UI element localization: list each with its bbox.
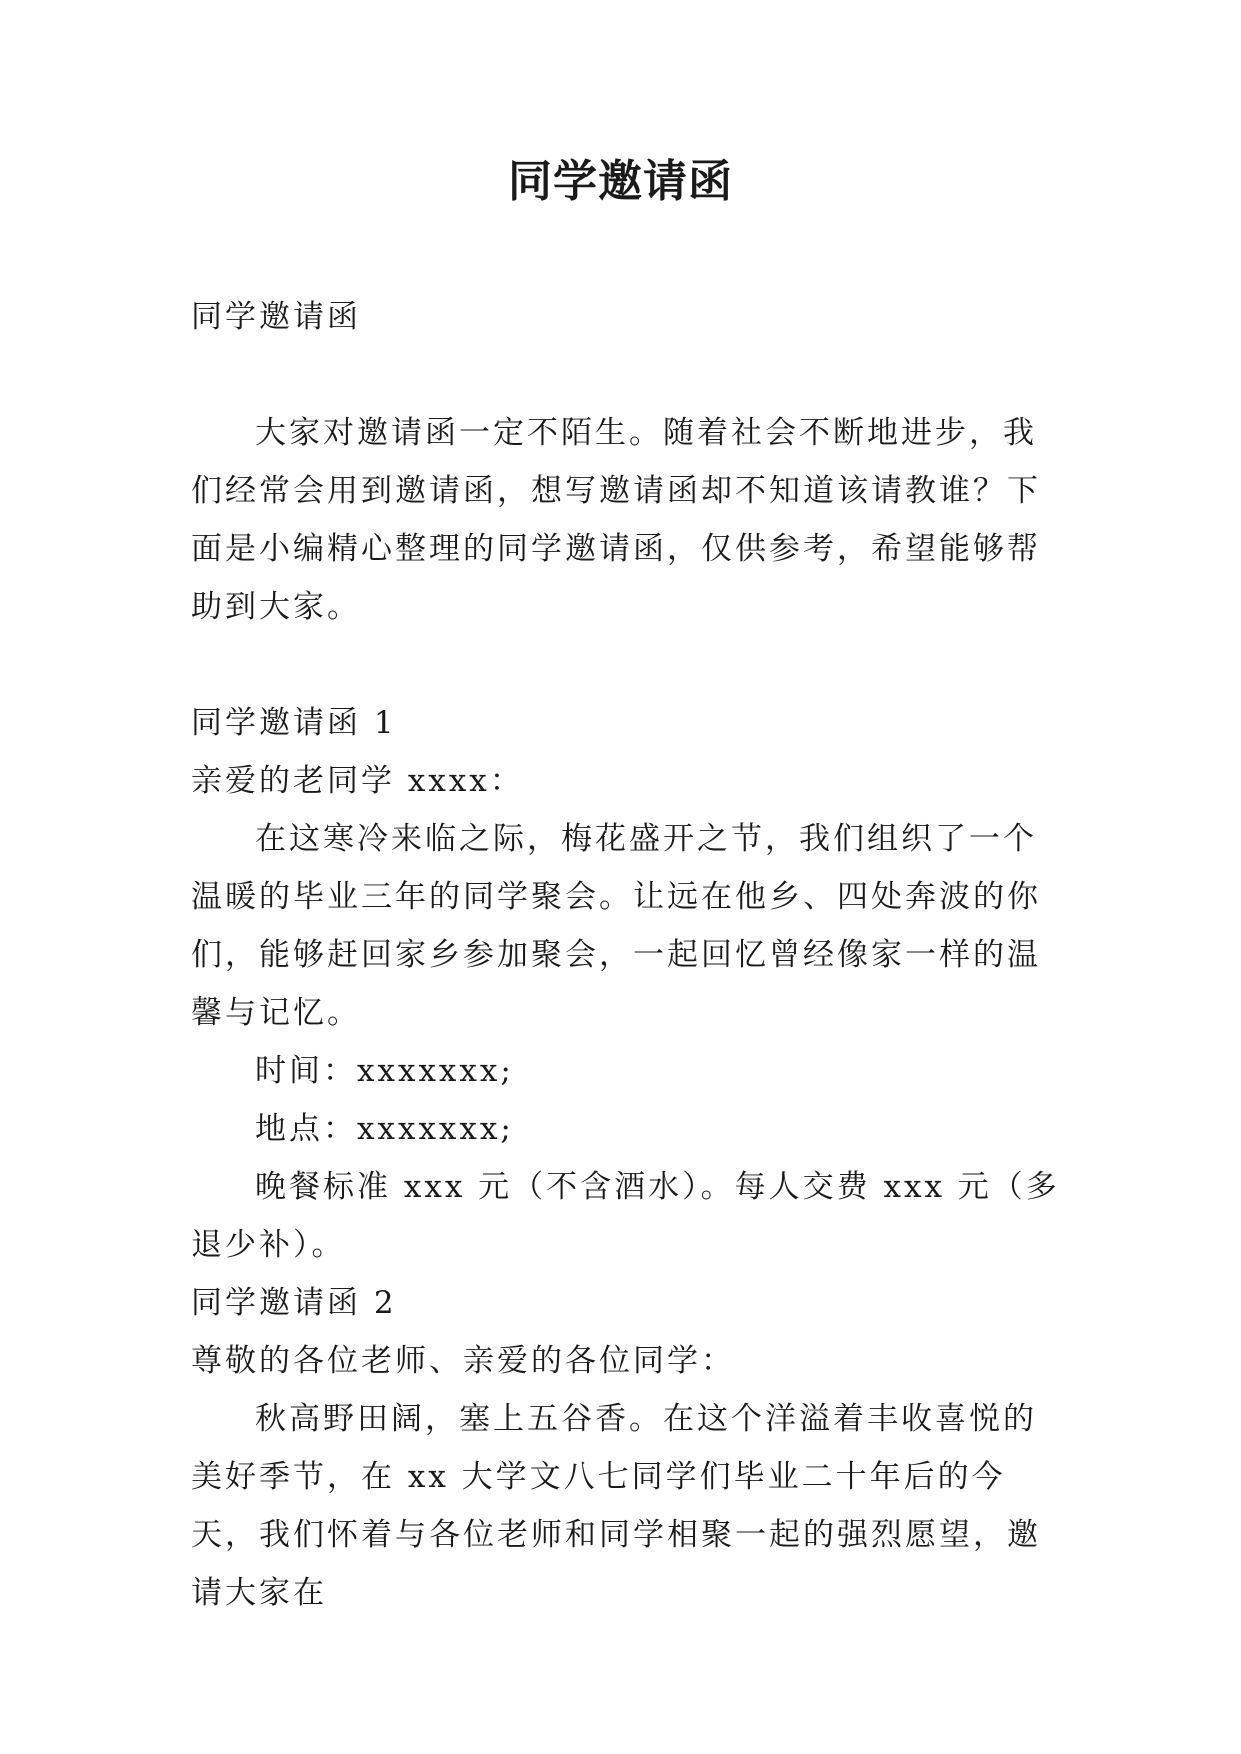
letter2-salutation: 尊敬的各位老师、亲爱的各位同学： <box>191 1343 735 1379</box>
document-title: 同学邀请函 <box>508 156 733 207</box>
letter1-location: 地点：xxxxxxx; <box>255 1111 514 1147</box>
letter1-heading: 同学邀请函 1 <box>191 705 397 741</box>
subtitle: 同学邀请函 <box>191 299 361 335</box>
letter1-time: 时间：xxxxxxx; <box>255 1053 514 1089</box>
document-body <box>191 288 1061 1622</box>
letter1-fee: 晚餐标准 xxx 元（不含酒水）。每人交费 xxx 元（多退少补）。 <box>191 1169 1060 1263</box>
letter2-body: 秋高野田阔，塞上五谷香。在这个洋溢着丰收喜悦的美好季节，在 xx 大学文八七同学们毕业二十年后的今天，我们怀着与各位老师和同学相聚一起的强烈愿望，邀请大家在 <box>191 1401 1041 1611</box>
letter1-salutation: 亲爱的老同学 xxxx： <box>191 763 524 799</box>
letter2-heading: 同学邀请函 2 <box>191 1285 397 1321</box>
intro-paragraph: 大家对邀请函一定不陌生。随着社会不断地进步，我们经常会用到邀请函，想写邀请函却不知道该请教谁？下面是小编精心整理的同学邀请函，仅供参考，希望能够帮助到大家。 <box>191 415 1041 625</box>
letter1-body: 在这寒冷来临之际，梅花盛开之节，我们组织了一个温暖的毕业三年的同学聚会。让远在他乡、四处奔波的你们，能够赶回家乡参加聚会，一起回忆曾经像家一样的温馨与记忆。 <box>191 821 1041 1031</box>
